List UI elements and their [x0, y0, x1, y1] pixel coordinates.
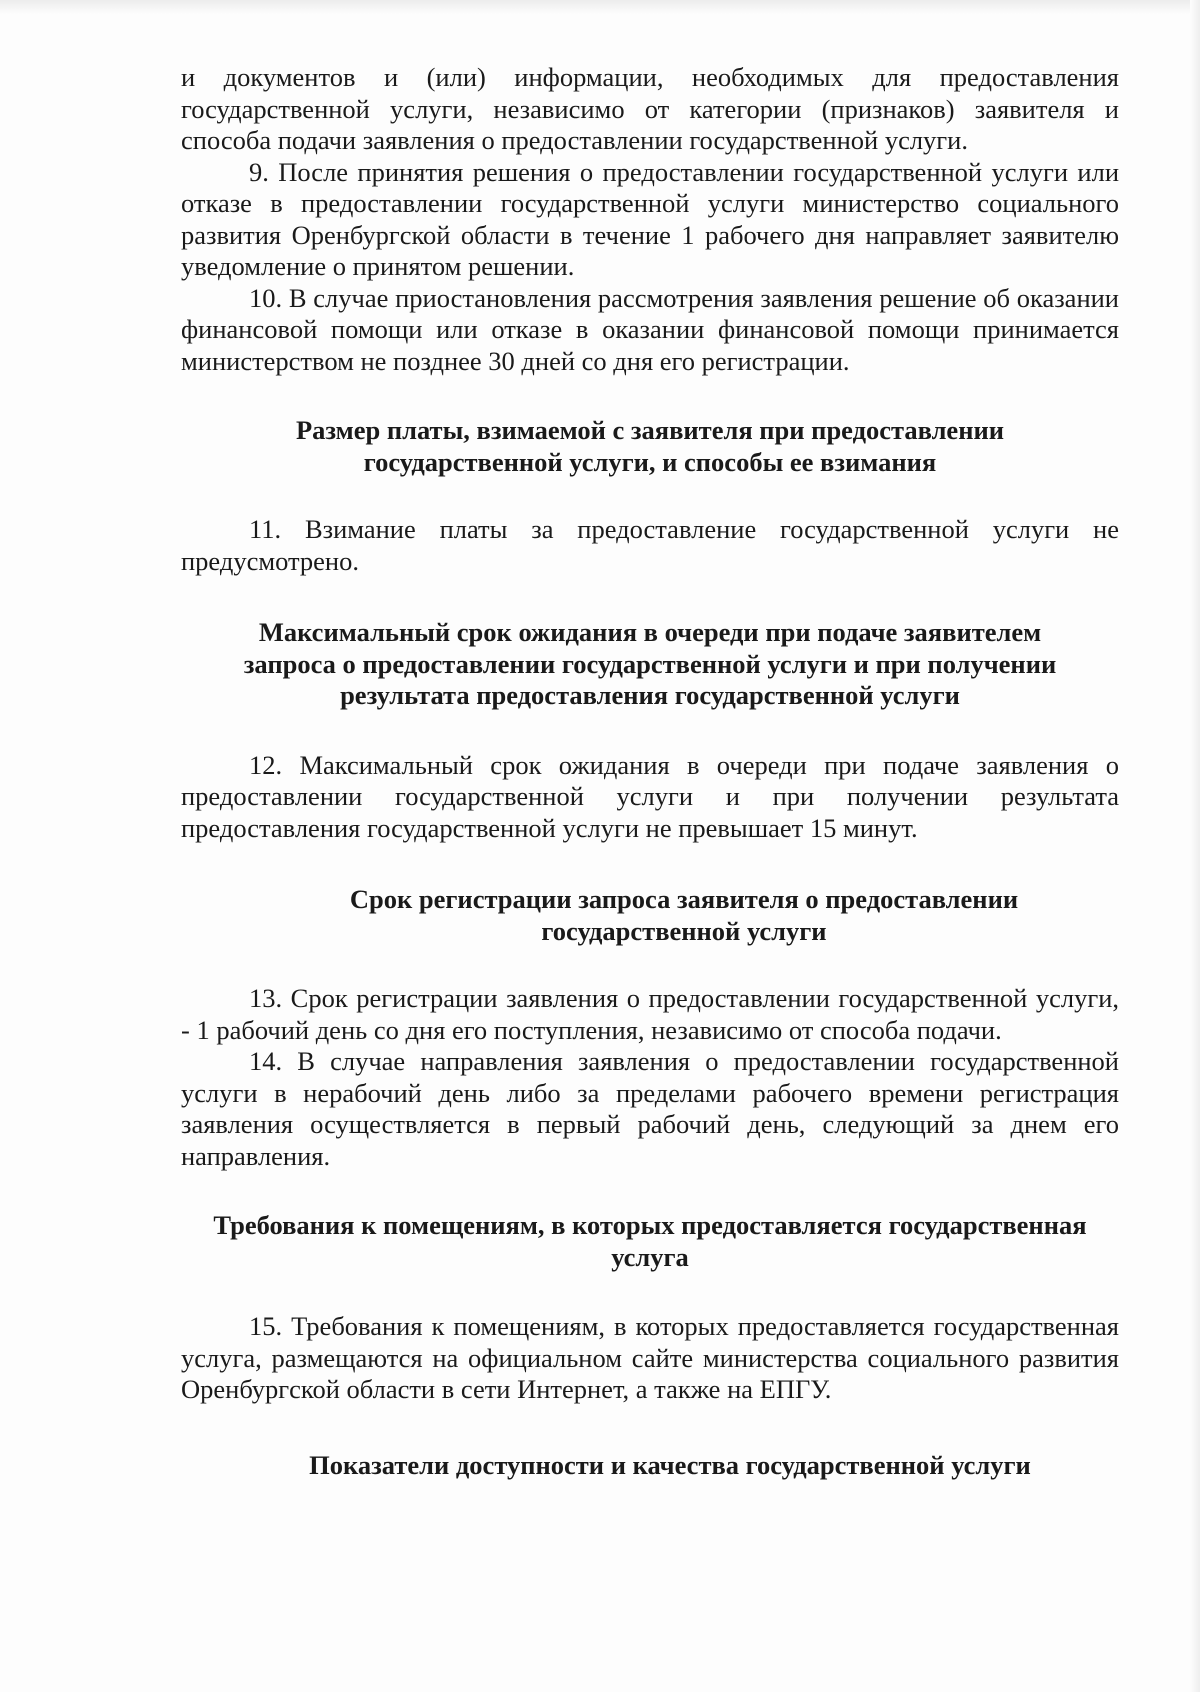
document-page	[181, 62, 1119, 1481]
heading-premises-requirements	[181, 1210, 1119, 1273]
paragraph-12: 12. Максимальный срок ожидания в очереди при подаче заявления о предоставлении государственной услуги и при получении результата предоставления государственной услуги не превышает 15 минут.	[181, 749, 1119, 843]
paragraph-continuation: и документов и (или) информации, необходимых для предоставления государственной услуги, независимо от категории (признаков) заявителя и способа подачи заявления о предоставлении государственной услуги.	[181, 62, 1119, 155]
paragraph-10: 10. В случае приостановления рассмотрения заявления решение об оказании финансовой помощи или отказе в оказании финансовой помощи принимается министерством не позднее 30 дней со дня его регистрации.	[181, 282, 1119, 376]
heading-registration-term-line-1: Срок регистрации запроса заявителя о предоставлении	[349, 884, 1019, 914]
paragraph-14: 14. В случае направления заявления о предоставлении государственной услуги в нерабочий день либо за пределами рабочего времени регистрация заявления осуществляется в первый рабочий день, следующий за днем его направления.	[181, 1046, 1119, 1171]
heading-premises-requirements-line-1: Требования к помещениям, в которых предоставляется государственная	[213, 1210, 1087, 1240]
heading-accessibility-quality: Показатели доступности и качества государственной услуги	[309, 1449, 1031, 1480]
heading-registration-term	[181, 884, 1119, 947]
heading-fee-line-1: Размер платы, взимаемой с заявителя при предоставлении	[295, 415, 1005, 445]
heading-premises-requirements-line-2: услуга	[611, 1241, 689, 1272]
heading-queue-time-line-2: запроса о предоставлении государственной услуги и при получении	[243, 648, 1057, 679]
heading-fee-line-2: государственной услуги, и способы ее взимания	[363, 446, 937, 477]
paragraph-11: 11. Взимание платы за предоставление государственной услуги не предусмотрено.	[181, 514, 1119, 576]
heading-registration-term-line-2: государственной услуги	[541, 915, 827, 946]
scan-top-shadow	[0, 0, 1200, 14]
scan-right-edge	[1190, 0, 1200, 1692]
paragraph-9: 9. После принятия решения о предоставлении государственной услуги или отказе в предоставлении государственной услуги министерство социального развития Оренбургской области в течение 1 рабочего дня направляет заявителю уведомление о принятом решении.	[181, 156, 1119, 281]
paragraph-15: 15. Требования к помещениям, в которых предоставляется государственная услуга, размещаются на официальном сайте министерства социального развития Оренбургской области в сети Интернет, а также на ЕПГУ.	[181, 1311, 1119, 1404]
heading-queue-time-line-3: результата предоставления государственной услуги	[340, 680, 960, 710]
heading-queue-time	[181, 617, 1119, 712]
paragraph-13: 13. Срок регистрации заявления о предоставлении государственной услуги, - 1 рабочий день со дня его поступления, независимо от способа подачи.	[181, 983, 1119, 1045]
heading-queue-time-line-1: Максимальный срок ожидания в очереди при подаче заявителем	[258, 617, 1042, 647]
heading-fee	[181, 415, 1119, 478]
